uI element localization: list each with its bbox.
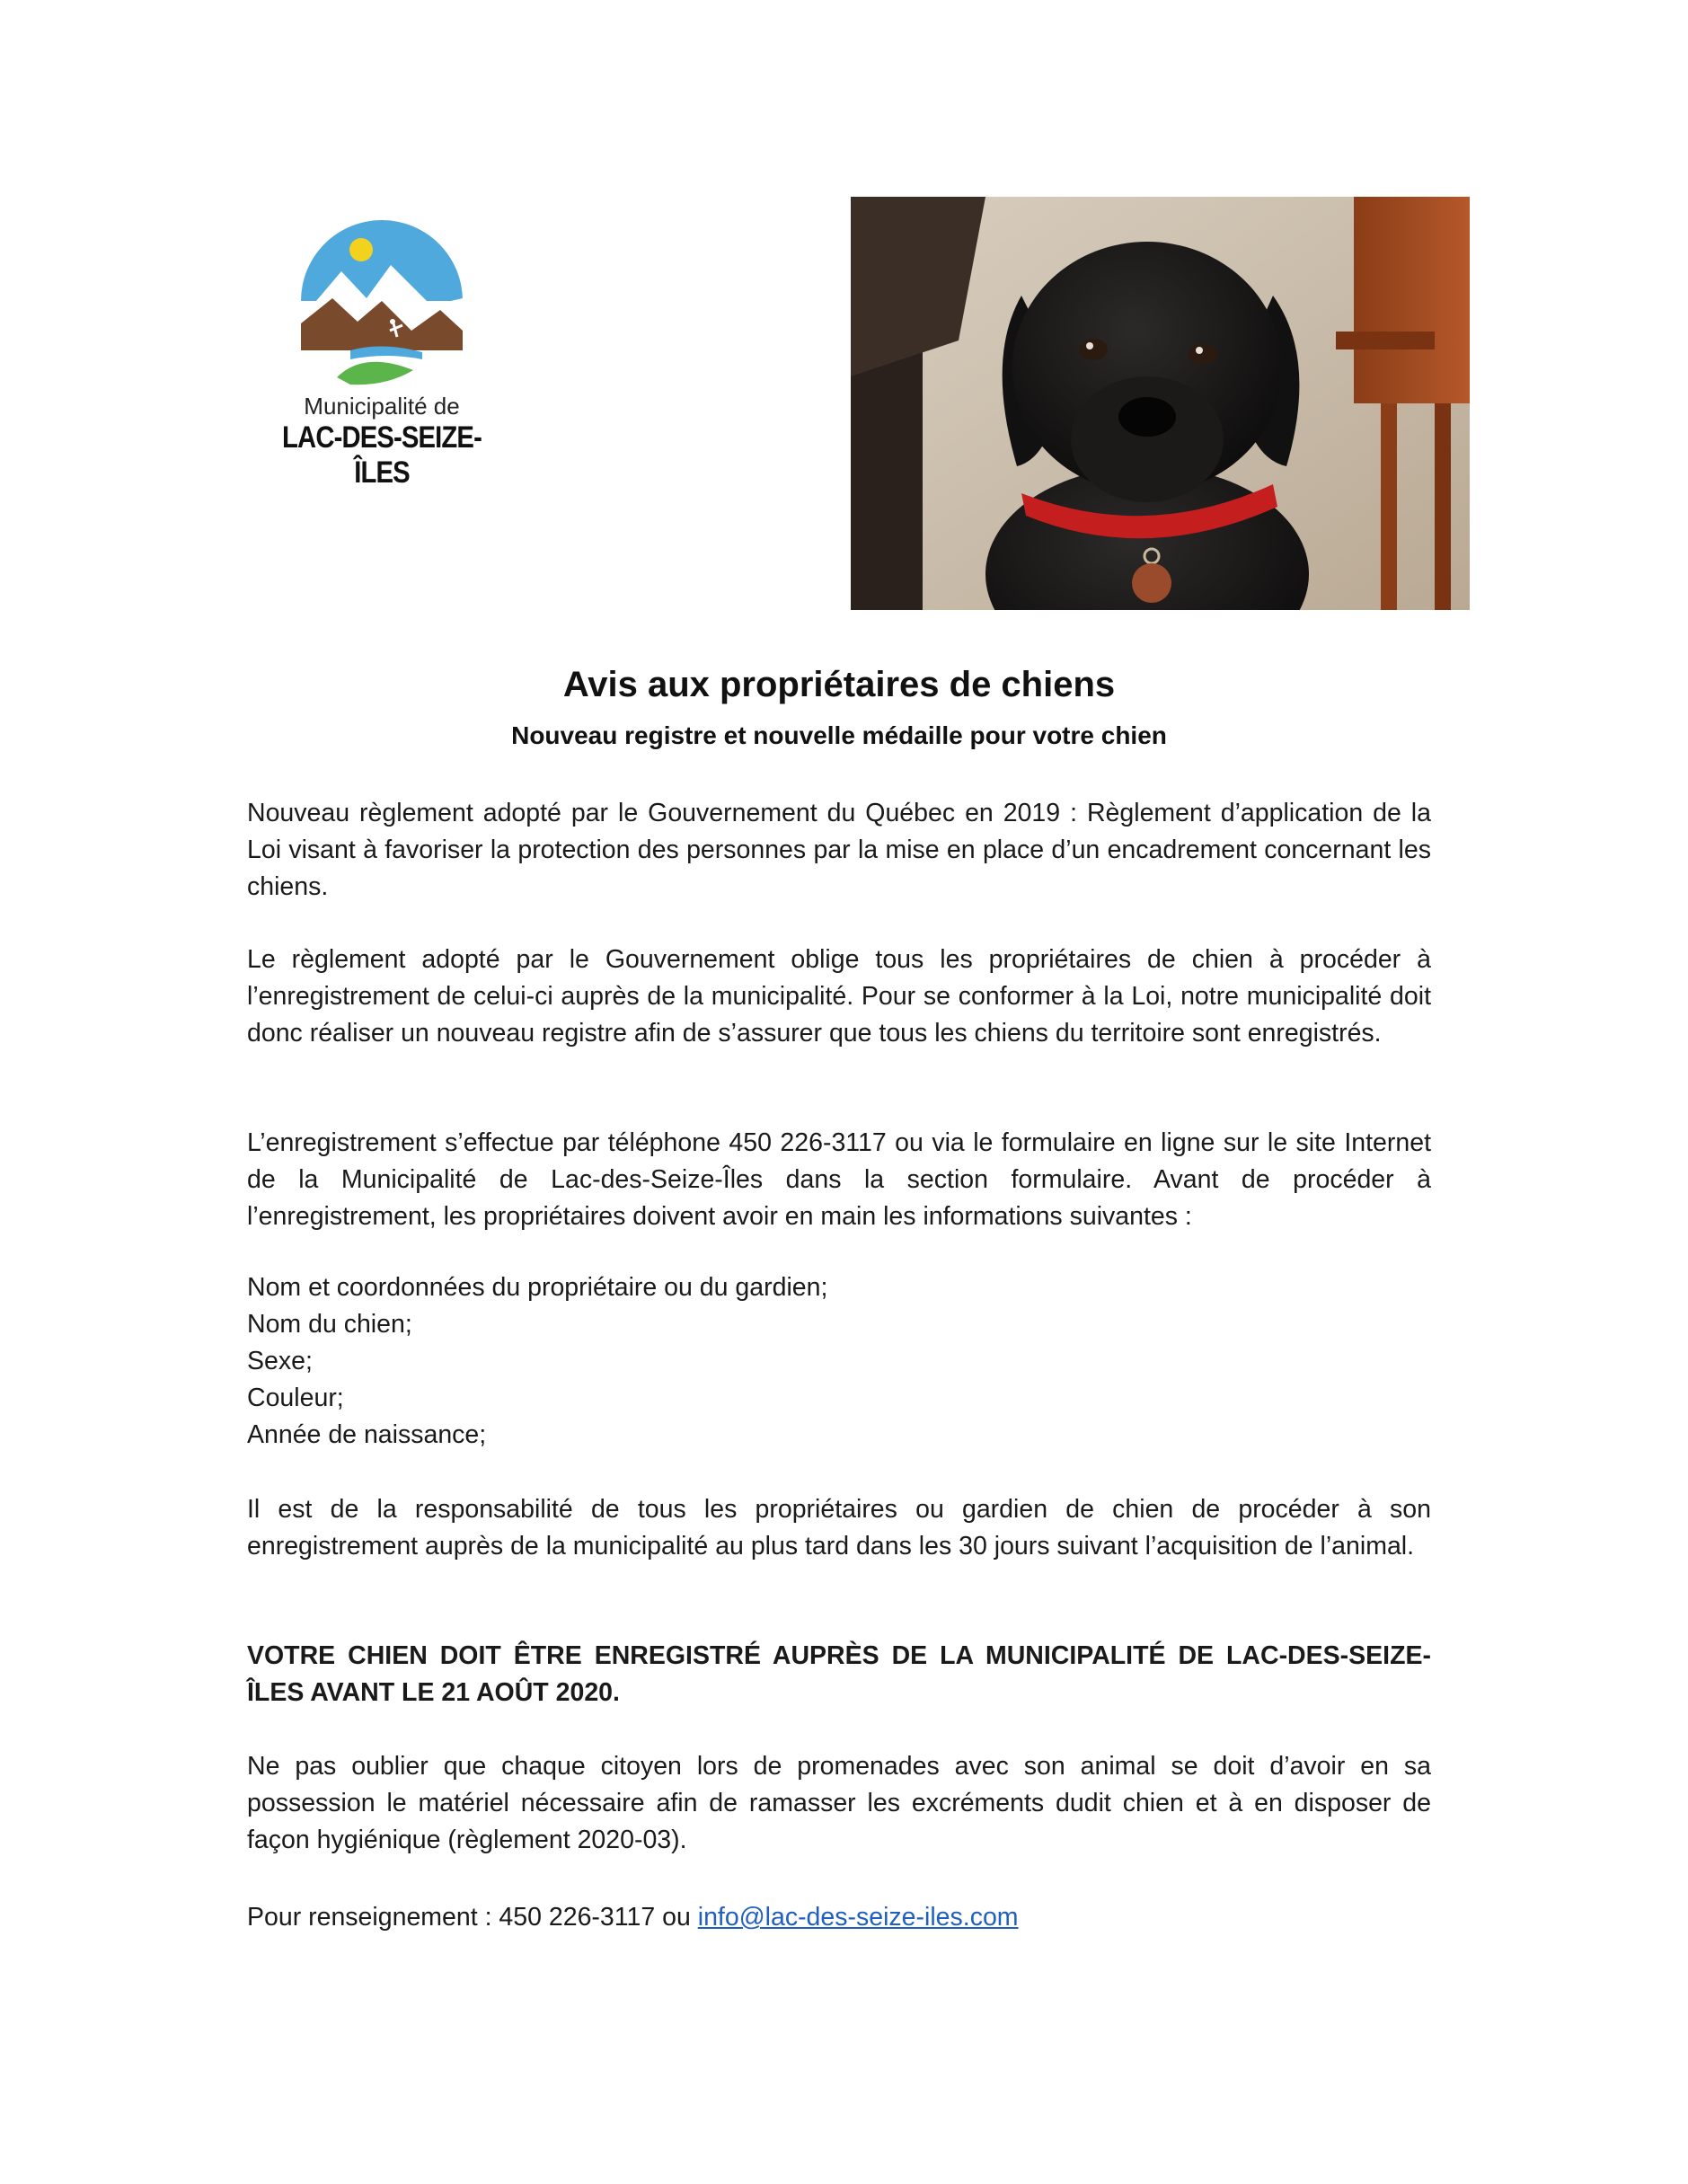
logo-text-line1: Municipalité de [304, 393, 460, 420]
list-item: Sexe; [247, 1347, 313, 1375]
list-item: Nom du chien; [247, 1310, 412, 1339]
paragraph-registration: L’enregistrement s’effectue par téléphone 450 226-3117 ou via le formulaire en ligne sur le site Internet de la Municipalité de Lac-des-Seize-Îles dans la section formulaire. Avant de procéder à l’enregistrement, les propriétaires doivent avoir en main les informations suivantes : [247, 1128, 1431, 1231]
paragraph-regulation: Nouveau règlement adopté par le Gouvernement du Québec en 2019 : Règlement d’application de la Loi visant à favoriser la protection des personnes par la mise en place d’un encadrement concernant les chiens. [247, 799, 1431, 901]
black-puppy-image-icon [851, 197, 1470, 610]
list-item: Nom et coordonnées du propriétaire ou du gardien; [247, 1273, 828, 1302]
email-link[interactable]: info@lac-des-seize-iles.com [697, 1903, 1019, 1932]
list-item: Couleur; [247, 1384, 344, 1412]
paragraph-hygiene: Ne pas oublier que chaque citoyen lors de promenades avec son animal se doit d’avoir en sa possession le matériel nécessaire afin de ramasser les excréments dudit chien et à en disposer de façon hygiénique (règlement 2020-03). [247, 1752, 1431, 1854]
page-title: Avis aux propriétaires de chiens [562, 665, 1116, 704]
logo-text-line2: LAC-DES-SEIZE-ÎLES [282, 420, 482, 490]
puppy-photo [851, 197, 1470, 610]
contact-prefix: Pour renseignement : 450 226-3117 ou [247, 1903, 698, 1932]
lake-mountain-logo-icon [296, 216, 467, 386]
paragraph-deadline: VOTRE CHIEN DOIT ÊTRE ENREGISTRÉ AUPRÈS DE LA MUNICIPALITÉ DE LAC-DES-SEIZE-ÎLES AVANT LE 21 AOÛT 2020. [247, 1641, 1431, 1707]
paragraph-responsibility: Il est de la responsabilité de tous les propriétaires ou gardien de chien de procéder à son enregistrement auprès de la municipalité au plus tard dans les 30 jours suivant l’acquisition de l’animal. [247, 1495, 1431, 1561]
municipality-logo [256, 216, 508, 490]
contact-line [247, 1899, 1431, 1936]
page-subtitle: Nouveau registre et nouvelle médaille pour votre chien [511, 721, 1167, 749]
list-item: Année de naissance; [247, 1420, 487, 1449]
required-info-list [247, 1269, 1431, 1454]
paragraph-obligation: Le règlement adopté par le Gouvernement oblige tous les propriétaires de chien à procéder à l’enregistrement de celui-ci auprès de la municipalité. Pour se conformer à la Loi, notre municipalité doit donc réaliser un nouveau registre afin de s’assurer que tous les chiens du territoire sont enregistrés. [247, 945, 1431, 1048]
